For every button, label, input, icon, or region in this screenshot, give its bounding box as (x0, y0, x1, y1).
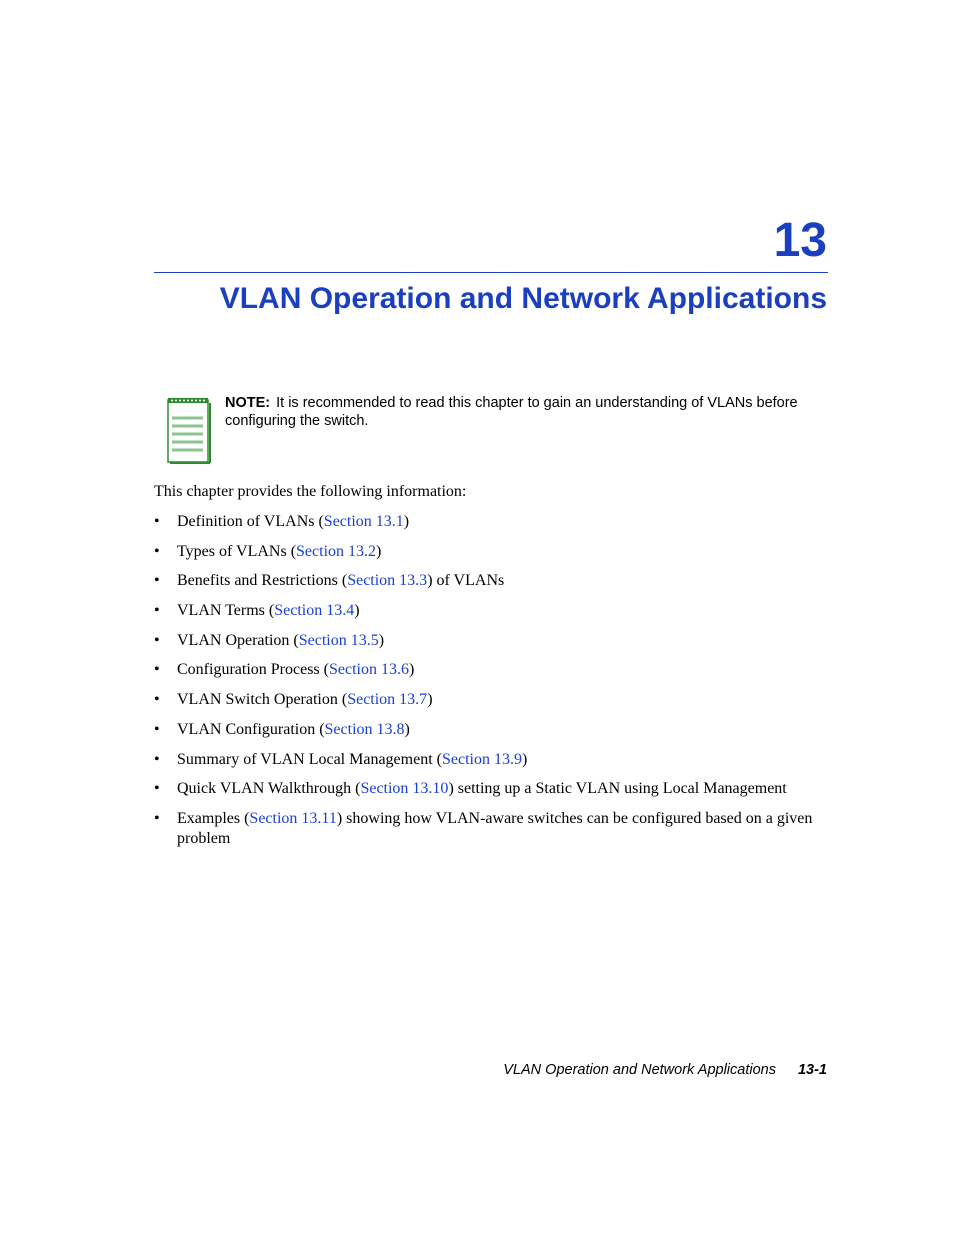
section-link[interactable]: Section 13.3 (347, 572, 428, 590)
section-link[interactable]: Section 13.9 (441, 750, 522, 768)
chapter-title: VLAN Operation and Network Applications (219, 282, 827, 315)
list-item: • VLAN Configuration (Section 13.8) (154, 720, 410, 738)
list-item: • Benefits and Restrictions (Section 13.3) of VLANs (154, 572, 505, 590)
bullet-marker: • (154, 602, 160, 620)
section-link[interactable]: Section 13.10 (360, 780, 449, 798)
note-box (225, 394, 825, 430)
list-item: • Configuration Process (Section 13.6) (154, 661, 415, 679)
section-link[interactable]: Section 13.2 (296, 542, 377, 560)
bullet-marker: • (154, 542, 160, 560)
note-text: It is recommended to read this chapter to gain an understanding of VLANs before configuring the switch. (225, 395, 798, 429)
bullet-marker: • (154, 572, 160, 590)
section-link[interactable]: Section 13.8 (324, 720, 405, 738)
list-item: • VLAN Operation (Section 13.5) (154, 631, 385, 649)
page-footer (503, 1061, 827, 1079)
footer-title: VLAN Operation and Network Applications (503, 1062, 776, 1078)
section-link[interactable]: Section 13.11 (249, 809, 337, 827)
list-item: • VLAN Switch Operation (Section 13.7) (154, 691, 433, 709)
bullet-marker: • (154, 720, 160, 738)
notepad-icon (166, 394, 212, 464)
bullet-marker: • (154, 780, 160, 798)
list-item: • Definition of VLANs (Section 13.1) (154, 513, 410, 530)
bullet-marker: • (154, 809, 160, 827)
section-link[interactable]: Section 13.1 (323, 513, 404, 530)
bullet-marker: • (154, 750, 160, 768)
bullet-marker: • (154, 631, 160, 649)
section-link[interactable]: Section 13.5 (298, 631, 379, 649)
section-link[interactable]: Section 13.6 (328, 661, 409, 679)
chapter-rule (154, 272, 828, 273)
list-item: • Summary of VLAN Local Management (Section 13.9) (154, 750, 528, 768)
section-link[interactable]: Section 13.4 (274, 602, 355, 620)
list-item: • Examples (Section 13.11) showing how VLAN-aware switches can be configured based on a given problem (154, 809, 813, 847)
section-link[interactable]: Section 13.7 (347, 691, 428, 709)
page-number: 13-1 (797, 1062, 827, 1078)
bullet-marker: • (154, 691, 160, 709)
bullet-marker: • (154, 513, 160, 530)
list-item: • Types of VLANs (Section 13.2) (154, 542, 382, 560)
note-label: NOTE: (225, 395, 271, 411)
intro-text: This chapter provides the following information: (154, 483, 467, 500)
list-item: • VLAN Terms (Section 13.4) (154, 602, 360, 620)
chapter-number: 13 (773, 214, 827, 267)
topic-list (154, 512, 834, 859)
bullet-marker: • (154, 661, 160, 679)
list-item: • Quick VLAN Walkthrough (Section 13.10) setting up a Static VLAN using Local Management (154, 780, 787, 798)
